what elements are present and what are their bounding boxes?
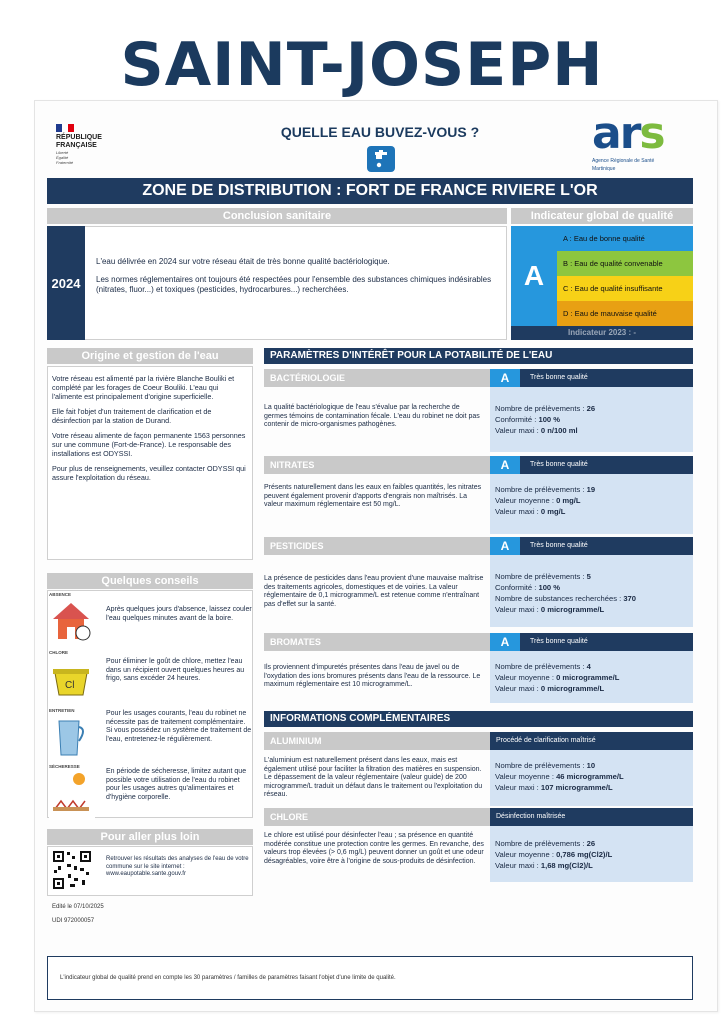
bacterio-s2-value: 100 % xyxy=(538,415,561,424)
republique-francaise-logo xyxy=(56,124,116,165)
indicator-level-b: B : Eau de qualité convenable xyxy=(557,251,693,276)
nitrates-s2-label: Valeur moyenne : xyxy=(495,496,557,505)
origin-header: Origine et gestion de l'eau xyxy=(47,348,253,364)
secheresse-icon xyxy=(49,764,95,820)
nitrates-desc: Présents naturellement dans les eaux en faibles quantités, les nitrates peuvent également provenir d'apports d'engrais non maîtrisés. La valeur maximum réglementaire est 50 mg/L. xyxy=(264,484,482,509)
bromates-s1-label: Nombre de prélèvements : xyxy=(495,662,587,671)
pesticides-s2-label: Conformité : xyxy=(495,583,539,592)
pesticides-s3-value: 370 xyxy=(623,594,636,603)
bromates-header: BROMATES xyxy=(264,633,490,651)
bromates-desc: Ils proviennent d'impuretés présentes dans l'eau de javel ou de l'oxydation des ions bromures présents dans l'eau de la ressource. Le maximum réglementaire est 10 microgramme/L. xyxy=(264,664,481,689)
aluminium-s3-label: Valeur maxi : xyxy=(495,783,541,792)
origin-text xyxy=(52,374,250,488)
origin-p2: Elle fait l'objet d'un traitement de clarification et de désinfection par la station de Durand. xyxy=(52,407,212,425)
qr-code-icon[interactable] xyxy=(52,850,92,890)
chlore-icon xyxy=(49,650,95,706)
conclusion-header: Conclusion sanitaire xyxy=(47,208,507,224)
pesticides-s3-label: Nombre de substances recherchées : xyxy=(495,594,624,603)
rf-motto-1: Liberté xyxy=(56,150,69,155)
chlore-s2-value: 0,786 mg(Cl2)/L xyxy=(556,850,613,859)
rf-name-1: RÉPUBLIQUE xyxy=(56,134,102,141)
pesticides-stats xyxy=(490,555,693,627)
bacterio-grade: A xyxy=(490,369,520,387)
rf-name-2: FRANÇAISE xyxy=(56,142,97,149)
chlore-header: CHLORE xyxy=(264,808,490,826)
rf-motto-3: Fraternité xyxy=(56,160,74,165)
nitrates-grade: A xyxy=(490,456,520,474)
chlore-s1-label: Nombre de prélèvements : xyxy=(495,839,587,848)
rf-motto-2: Égalité xyxy=(56,155,69,160)
info-header: INFORMATIONS COMPLÉMENTAIRES xyxy=(264,711,693,727)
origin-p3: Votre réseau alimente de façon permanente 1563 personnes sur une commune (Fort-de-France). Le responsable des installations est ODYSSI. xyxy=(52,431,246,458)
aluminium-s2-value: 46 microgramme/L xyxy=(556,772,624,781)
chlore-desc: Le chlore est utilisé pour désinfecter l'eau ; sa présence en quantité modérée constitue une protection contre les germes. En revanche, des valeurs trop élevées (> 0,6 mg/L) peuvent donner un goût et une odeur désagréables, voire être à l'origine de sous-produits de désinfection. xyxy=(264,832,484,865)
chlore-stats xyxy=(490,826,693,882)
ars-logo xyxy=(592,108,696,172)
conclusion-text xyxy=(96,257,496,303)
aluminium-s2-label: Valeur moyenne : xyxy=(495,772,557,781)
chlore-s3-value: 1,68 mg(Cl2)/L xyxy=(540,861,593,870)
tip-text-secheresse: En période de sécheresse, limitez autant que possible votre utilisation de l'eau du robinet pour les usages autres qu'alimentaires et d'hygiène corporelle. xyxy=(106,768,247,801)
tip-label-absence: ABSENCE xyxy=(49,592,72,597)
aluminium-status: Procédé de clarification maîtrisé xyxy=(490,732,693,750)
bromates-grade: A xyxy=(490,633,520,651)
pesticides-quality: Très bonne qualité xyxy=(520,537,693,555)
chlore-s3-label: Valeur maxi : xyxy=(495,861,541,870)
conclusion-p1: L'eau délivrée en 2024 sur votre réseau était de très bonne qualité bactériologique. xyxy=(96,257,390,266)
bacterio-s2-label: Conformité : xyxy=(495,415,539,424)
aluminium-desc: L'aluminium est naturellement présent dans les eaux, mais est également utilisé pour faciliter la filtration des matières en suspension. Le dépassement de la valeur réglementaire (valeur guide) de 200 microgramme/L traduit un défaut dans le traitement ou l'exploitation du réseau. xyxy=(264,757,483,799)
distribution-zone: ZONE DE DISTRIBUTION : FORT DE FRANCE RIVIERE L'OR xyxy=(47,178,693,204)
nitrates-stats xyxy=(490,474,693,534)
bacterio-s1-label: Nombre de prélèvements : xyxy=(495,404,587,413)
tip-text-chlore: Pour éliminer le goût de chlore, mettez l'eau dans un récipient ouvert quelques heures au frigo, sans excéder 24 heures. xyxy=(106,658,245,683)
udi-code: UDI 972000057 xyxy=(52,918,95,924)
pesticides-s2-value: 100 % xyxy=(538,583,561,592)
pesticides-desc: La présence de pesticides dans l'eau provient d'une mauvaise maîtrise des traitements agricoles, domestiques et de voiries. La valeur réglementaire de 0,1 microgramme/L est retenue comme n'entraînant pas d'effet sur la santé. xyxy=(264,575,484,608)
tip-text-entretien: Pour les usages courants, l'eau du robinet ne nécessite pas de traitement complémentaire. Si vous possédez un système de traitement de l'eau, entretenez-le régulièrement. xyxy=(106,710,252,743)
chlore-s1-value: 26 xyxy=(586,839,596,848)
pesticides-s1-value: 5 xyxy=(586,572,591,581)
bacterio-s1-value: 26 xyxy=(586,404,596,413)
indicator-level-d: D : Eau de mauvaise qualité xyxy=(557,301,693,326)
entretien-icon xyxy=(49,708,95,764)
tip-label-entretien: ENTRETIEN xyxy=(49,708,75,713)
indicator-level-a: A : Eau de bonne qualité xyxy=(557,226,693,251)
svg-text:Cl: Cl xyxy=(65,680,75,691)
more-header: Pour aller plus loin xyxy=(47,829,253,845)
bromates-stats xyxy=(490,651,693,703)
bromates-s2-value: 0 microgramme/L xyxy=(556,673,620,682)
pesticides-header: PESTICIDES xyxy=(264,537,490,555)
flag-icon xyxy=(56,124,74,132)
ars-sub-1: Agence Régionale de Santé xyxy=(592,158,655,164)
ars-sub-2: Martinique xyxy=(592,166,616,172)
bacterio-s3-value: 0 n/100 ml xyxy=(540,426,578,435)
nitrates-header: NITRATES xyxy=(264,456,490,474)
tips-header: Quelques conseils xyxy=(47,573,253,589)
bacterio-header: BACTÉRIOLOGIE xyxy=(264,369,490,387)
tap-icon xyxy=(367,146,395,172)
pesticides-s1-label: Nombre de prélèvements : xyxy=(495,572,587,581)
indicator-previous: Indicateur 2023 : - xyxy=(511,326,693,340)
bromates-s3-label: Valeur maxi : xyxy=(495,684,541,693)
aluminium-s1-label: Nombre de prélèvements : xyxy=(495,761,587,770)
footnote: L'indicateur global de qualité prend en compte les 30 paramètres / familles de paramètres faisant l'objet d'une limite de qualité. xyxy=(47,956,693,1000)
nitrates-s1-label: Nombre de prélèvements : xyxy=(495,485,587,494)
bromates-quality: Très bonne qualité xyxy=(520,633,693,651)
tip-label-chlore: CHLORE xyxy=(49,650,68,655)
aluminium-header: ALUMINIUM xyxy=(264,732,490,750)
bacterio-s3-label: Valeur maxi : xyxy=(495,426,541,435)
bromates-s2-label: Valeur moyenne : xyxy=(495,673,557,682)
conclusion-year: 2024 xyxy=(47,226,85,340)
bacterio-desc: La qualité bactériologique de l'eau s'évalue par la recherche de germes témoins de contamination fécale. L'eau du robinet ne doit pas contenir de micro-organismes pathogènes. xyxy=(264,404,480,429)
origin-p1: Votre réseau est alimenté par la rivière Blanche Bouliki et complété par les forages de Coeur Bouliki. L'eau qui l'alimente est principalement d'origine superficielle. xyxy=(52,374,235,401)
bacterio-quality: Très bonne qualité xyxy=(520,369,693,387)
nitrates-quality: Très bonne qualité xyxy=(520,456,693,474)
commune-title: SAINT-JOSEPH xyxy=(120,30,604,100)
indicator-header: Indicateur global de qualité xyxy=(511,208,693,224)
indicator-grade: A xyxy=(511,226,557,326)
ars-logo-ar: ar xyxy=(592,108,640,159)
bromates-s1-value: 4 xyxy=(586,662,591,671)
nitrates-s3-value: 0 mg/L xyxy=(540,507,566,516)
ars-logo-s: s xyxy=(639,108,664,159)
quality-indicator xyxy=(511,226,693,326)
params-header: PARAMÈTRES D'INTÉRÊT POUR LA POTABILITÉ DE L'EAU xyxy=(264,348,693,364)
origin-p4: Pour plus de renseignements, veuillez contacter ODYSSI qui assure l'exploitation du réseau. xyxy=(52,464,246,482)
edited-date: Edité le 07/10/2025 xyxy=(52,904,104,910)
pesticides-s4-label: Valeur maxi : xyxy=(495,605,541,614)
aluminium-stats xyxy=(490,750,693,806)
aluminium-s1-value: 10 xyxy=(586,761,596,770)
bromates-s3-value: 0 microgramme/L xyxy=(540,684,605,693)
absence-icon xyxy=(49,592,95,648)
pesticides-s4-value: 0 microgramme/L xyxy=(540,605,605,614)
bacterio-stats xyxy=(490,387,693,452)
nitrates-s2-value: 0 mg/L xyxy=(556,496,581,505)
aluminium-s3-value: 107 microgramme/L xyxy=(540,783,613,792)
chlore-s2-label: Valeur moyenne : xyxy=(495,850,557,859)
tip-text-absence: Après quelques jours d'absence, laissez couler l'eau quelques minutes avant de la boire. xyxy=(106,606,252,622)
conclusion-p2: Les normes réglementaires ont toujours été respectées pour l'ensemble des substances chimiques indésirables (nitrates, fluor...) et toxiques (pesticides, hydrocarbures...) recherchées. xyxy=(96,275,492,294)
nitrates-s3-label: Valeur maxi : xyxy=(495,507,541,516)
pesticides-grade: A xyxy=(490,537,520,555)
more-text: Retrouver les résultats des analyses de l'eau de votre commune sur le site internet : www.eaupotable.sante.gouv.fr xyxy=(106,856,249,877)
chlore-status: Désinfection maîtrisée xyxy=(490,808,693,826)
tip-label-secheresse: SÉCHERESSE xyxy=(49,764,80,769)
nitrates-s1-value: 19 xyxy=(586,485,596,494)
indicator-level-c: C : Eau de qualité insuffisante xyxy=(557,276,693,301)
header-question: QUELLE EAU BUVEZ-VOUS ? xyxy=(280,124,480,140)
